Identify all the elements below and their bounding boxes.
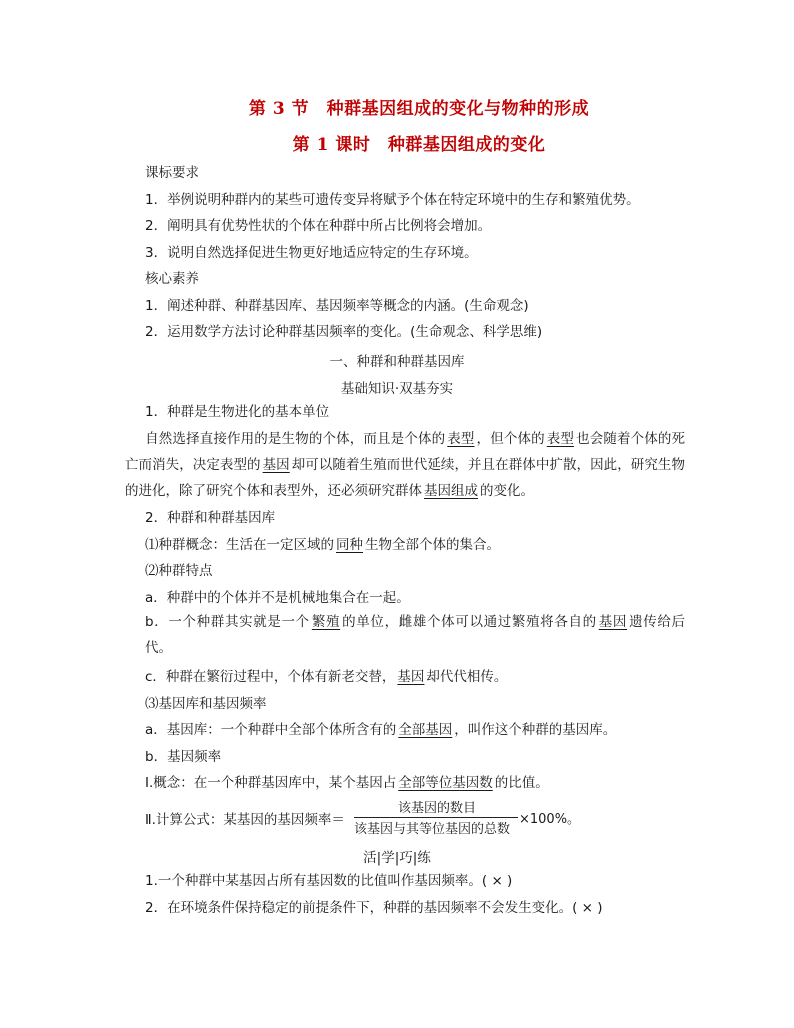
formula-tail: ×100%。 [519,812,581,827]
feature-c: c．种群在繁衍过程中，个体有新老交替， 基因 却代代相传。 [145,669,508,685]
blank-answer: 表型 [447,431,475,447]
frequency-concept: Ⅰ.概念：在一个种群基因库中，某个基因占 全部等位基因数 的比值。 [145,775,549,791]
literacy-item-1: 1．阐述种群、种群基因库、基因频率等概念的内涵。(生命观念) [145,298,529,314]
population-concept: ⑴种群概念：生活在一定区域的 同种 生物全部个体的集合。 [145,537,500,553]
practice-question-1: 1.一个种群中某基因占所有基因数的比值叫作基因频率。( × ) [145,873,513,889]
point-2-heading: 2．种群和种群基因库 [145,510,276,526]
blank-answer: 同种 [336,537,363,553]
fraction-denominator: 该基因与其等位基因的总数 [354,822,511,837]
curriculum-item-1: 1．举例说明种群内的某些可遗传变异将赋予个体在特定环境中的生存和繁殖优势。 [145,192,640,208]
blank-answer: 基因 [397,669,425,685]
feature-a: a．种群中的个体并不是机械地集合在一起。 [145,590,410,606]
blank-answer: 基因 [262,457,290,473]
pool-a: a．基因库：一个种群中全部个体所含有的 全部基因 ，叫作这个种群的基因库。 [145,722,617,738]
blank-answer: 全部基因 [398,722,453,738]
paragraph-1: 自然选择直接作用的是生物的个体，而且是个体的 表型 ，但个体的 表型 也会随着个体的死亡而消失，决定表型的 基因 却可以随着生殖而世代延续，并且在群体中扩散，因此，研究生物的进化，除了研究个体和表型外，还必须研究群体 基因组成 的变化。 [125,431,686,499]
literacy-item-2: 2．运用数学方法讨论种群基因频率的变化。(生命观念、科学思维) [145,324,543,340]
lesson-title: 第 1 课时 种群基因组成的变化 [292,135,546,155]
curriculum-heading: 课标要求 [145,165,199,181]
pool-heading: ⑶基因库和基因频率 [145,696,267,712]
curriculum-item-2: 2．阐明具有优势性状的个体在种群中所占比例将会增加。 [145,218,492,234]
literacy-heading: 核心素养 [145,271,199,287]
pool-b: b．基因频率 [145,749,222,765]
practice-heading: 活|学|巧|练 [363,850,431,866]
section-title: 第 3 节 种群基因组成的变化与物种的形成 [248,99,590,119]
feature-b: b．一个种群其实就是一个 繁殖 的单位，雌雄个体可以通过繁殖将各自的 基因 遗传给后代。 [145,614,686,656]
section-heading: 一、种群和种群基因库 [329,354,465,370]
blank-answer: 基因组成 [424,483,478,499]
practice-question-2: 2．在环境条件保持稳定的前提条件下，种群的基因频率不会发生变化。( × ) [145,900,603,916]
point-1-heading: 1．种群是生物进化的基本单位 [145,404,330,420]
curriculum-item-3: 3．说明自然选择促进生物更好地适应特定的生存环境。 [145,245,478,261]
blank-answer: 全部等位基因数 [398,775,493,791]
blank-answer: 基因 [598,614,628,630]
fraction-numerator: 该基因的数目 [398,801,477,816]
feature-heading: ⑵种群特点 [145,563,213,579]
blank-answer: 表型 [546,431,575,447]
formula-label: Ⅱ.计算公式：某基因的基因频率＝ [145,812,345,828]
blank-answer: 繁殖 [311,614,341,630]
section-subheading: 基础知识·双基夯实 [340,381,454,397]
